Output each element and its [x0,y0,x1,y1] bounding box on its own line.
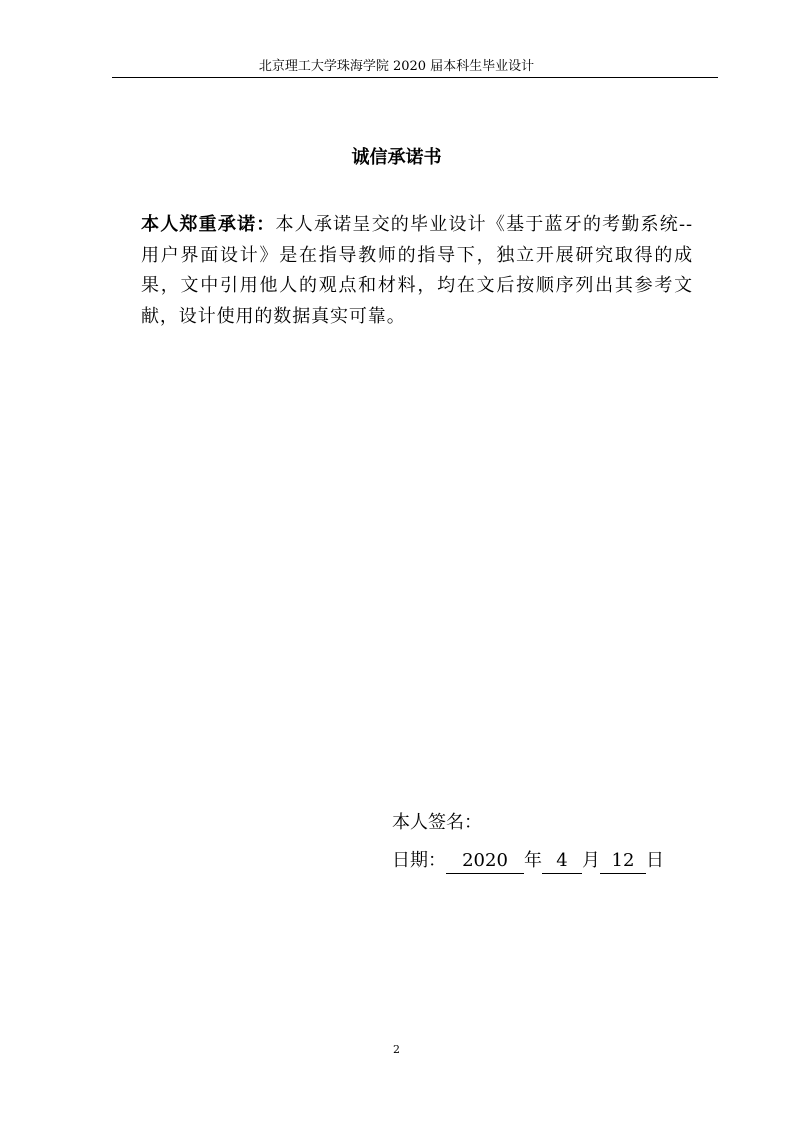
running-header: 北京理工大学珠海学院 2020 届本科生毕业设计 [258,59,535,74]
signer-line [392,808,664,838]
date-day-field: 12 [600,849,646,874]
date-label: 日期： [392,850,446,871]
date-month-field: 4 [542,849,582,874]
pledge-body: 本人承诺呈交的毕业设计《基于蓝牙的考勤系统--用户界面设计》是在指导教师的指导下，独立开展研究取得的成果，文中引用他人的观点和材料，均在文后按顺序列出其参考文献，设计使用的数据真实可靠。 [141,214,693,327]
day-unit: 日 [646,850,664,871]
month-unit: 月 [582,850,600,871]
page-number: 2 [393,1043,400,1056]
pledge-lead: 本人郑重承诺： [141,214,276,235]
date-year-field: 2020 [446,849,524,874]
pledge-paragraph [141,210,693,332]
signer-label: 本人签名： [392,812,482,833]
year-unit: 年 [524,850,542,871]
header-rule [112,77,718,78]
signature-block [392,808,664,884]
date-line [392,846,664,876]
document-title: 诚信承诺书 [351,147,442,168]
